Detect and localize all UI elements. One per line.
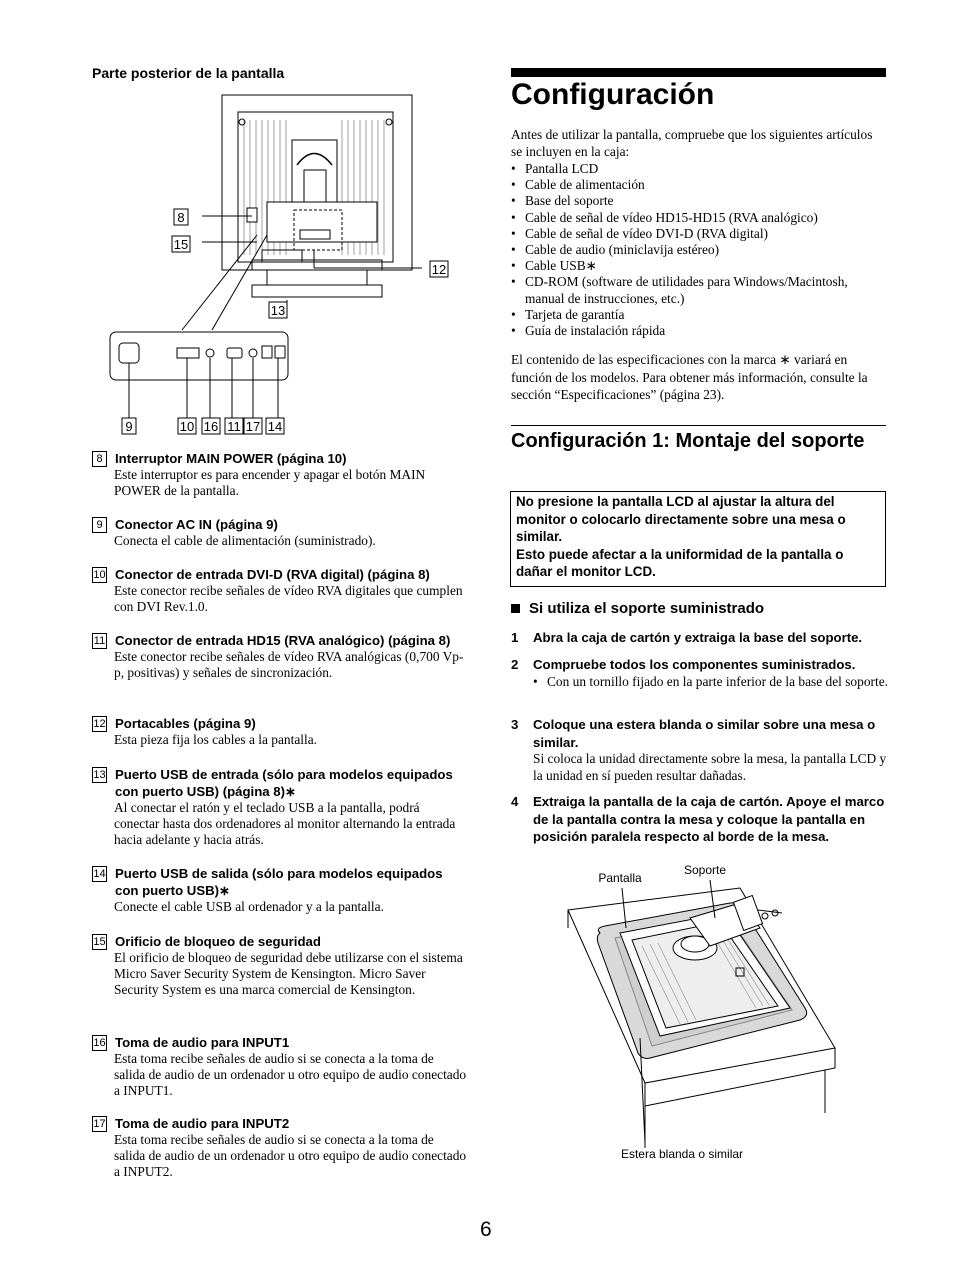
item-main-power	[92, 450, 468, 499]
item-security-slot	[92, 933, 468, 998]
step-number: 4	[511, 794, 519, 809]
list-item: • Base del soporte	[511, 193, 886, 209]
item-title: Interruptor MAIN POWER (página 10)	[115, 451, 347, 466]
section-heading-setup-1	[511, 428, 865, 455]
item-description: Esta toma recibe señales de audio si se conecta a la toma de salida de audio de un ordenador u otro equipo de audio conectado a INPUT2.	[114, 1132, 467, 1179]
step-description: Si coloca la unidad directamente sobre la mesa, la pantalla LCD y la unidad en sí pueden resultar dañadas.	[533, 751, 887, 783]
item-hd15	[92, 632, 468, 681]
step-1	[511, 629, 889, 647]
callout-13: 13	[270, 303, 286, 318]
list-item: • Tarjeta de garantía	[511, 307, 886, 323]
warning-text: No presione la pantalla LCD al ajustar la altura del monitor o colocarlo directamente sobre una mesa o similar.	[516, 494, 846, 544]
item-description: El orificio de bloqueo de seguridad debe utilizarse con el sistema Micro Saver Security System de Kensington. Micro Saver Security System es una marca comercial de Kensington.	[114, 950, 463, 997]
list-item: • Cable de audio (miniclavija estéreo)	[511, 242, 886, 258]
step-number: 1	[511, 630, 519, 645]
section-rule	[511, 425, 886, 426]
step-text: Extraiga la pantalla de la caja de cartón. Apoye el marco de la pantalla contra la mesa y coloque la pantalla en posición paralela respecto al borde de la mesa.	[533, 794, 885, 844]
warning-box	[510, 491, 886, 587]
item-number: 11	[93, 635, 106, 647]
monitor-rear-diagram	[92, 90, 472, 440]
callout-8: 8	[177, 210, 185, 225]
item-dvi-d	[92, 566, 468, 615]
item-title: Toma de audio para INPUT1	[115, 1035, 290, 1050]
warning-text: Esto puede afectar a la uniformidad de la pantalla o dañar el monitor LCD.	[516, 546, 844, 579]
callout-15: 15	[173, 237, 189, 252]
step-number: 2	[511, 657, 519, 672]
page-title: Configuración	[511, 78, 715, 111]
item-number: 16	[93, 1037, 106, 1049]
list-item: • CD-ROM (software de utilidades para Windows/Macintosh, manual de instrucciones, etc.)	[511, 274, 886, 306]
item-audio-input1	[92, 1034, 468, 1099]
item-description: Esta toma recibe señales de audio si se conecta a la toma de salida de audio de un ordenador u otro equipo de audio conectado a INPUT1.	[114, 1051, 467, 1098]
item-title: Conector AC IN (página 9)	[115, 517, 278, 532]
item-number: 10	[93, 569, 106, 581]
item-title: Conector de entrada DVI-D (RVA digital) (página 8)	[115, 567, 430, 582]
list-item: • Pantalla LCD	[511, 161, 886, 177]
item-number: 15	[93, 936, 106, 948]
box-contents-list	[511, 161, 886, 339]
item-title: Conector de entrada HD15 (RVA analógico) (página 8)	[115, 633, 451, 648]
label-screen: Pantalla	[598, 871, 642, 885]
item-description: Conecte el cable USB al ordenador y a la pantalla.	[114, 899, 384, 914]
item-description: Conecta el cable de alimentación (suministrado).	[114, 533, 376, 548]
step-text: Coloque una estera blanda o similar sobre una mesa o similar.	[533, 717, 876, 750]
item-number: 9	[92, 517, 107, 533]
title-rule	[511, 68, 886, 77]
subheading-text: Si utiliza el soporte suministrado	[529, 600, 765, 617]
item-title: Puerto USB de entrada (sólo para modelos equipados con puerto USB) (página 8)∗	[115, 767, 453, 799]
item-description: Este conector recibe señales de vídeo RVA analógicas (0,700 Vp-p, positivas) y señales de sincronización.	[114, 649, 464, 680]
item-title: Puerto USB de salida (sólo para modelos equipados con puerto USB)∗	[115, 866, 443, 898]
label-stand: Soporte	[683, 863, 727, 877]
monitor-on-mat-diagram	[560, 858, 850, 1168]
item-cable-holder	[92, 715, 468, 748]
item-number: 14	[93, 868, 106, 880]
list-item: • Guía de instalación rápida	[511, 323, 886, 339]
list-item: • Cable de señal de vídeo DVI-D (RVA digital)	[511, 226, 886, 242]
step-3	[511, 716, 889, 784]
item-description: Este interruptor es para encender y apagar el botón MAIN POWER de la pantalla.	[114, 467, 426, 498]
subheading	[511, 600, 764, 617]
callout-12: 12	[431, 262, 447, 277]
step-4	[511, 793, 889, 846]
item-ac-in	[92, 516, 468, 549]
item-number: 17	[93, 1118, 106, 1130]
list-item: • Cable de señal de vídeo HD15-HD15 (RVA analógico)	[511, 210, 886, 226]
callout-9: 9	[125, 419, 133, 434]
item-number: 8	[92, 451, 107, 467]
callout-10: 10	[179, 419, 195, 434]
item-audio-input2	[92, 1115, 468, 1180]
item-title: Portacables (página 9)	[115, 716, 256, 731]
step-bullet: • Con un tornillo fijado en la parte inferior de la base del soporte.	[533, 674, 889, 690]
callout-17: 17	[245, 419, 261, 434]
step-2	[511, 656, 889, 690]
step-number: 3	[511, 717, 519, 732]
item-usb-upstream	[92, 766, 468, 848]
item-description: Esta pieza fija los cables a la pantalla.	[114, 732, 317, 747]
label-mat: Estera blanda o similar	[620, 1147, 744, 1161]
spec-note: El contenido de las especificaciones con la marca ∗ variará en función de los modelos. Para obtener más información, consulte la sección “Especificaciones” (página 23).	[511, 352, 868, 402]
item-description: Este conector recibe señales de vídeo RVA digitales que cumplen con DVI Rev.1.0.	[114, 583, 463, 614]
section-title: Montaje del soporte	[675, 430, 865, 452]
item-number: 13	[93, 769, 106, 781]
section-label: Configuración 1:	[511, 430, 670, 452]
page-number: 6	[480, 1218, 492, 1241]
step-text: Abra la caja de cartón y extraiga la base del soporte.	[533, 630, 863, 645]
section-heading-rear: Parte posterior de la pantalla	[92, 65, 285, 81]
callout-11: 11	[227, 419, 241, 434]
item-title: Orificio de bloqueo de seguridad	[115, 934, 321, 949]
square-bullet-icon	[511, 604, 520, 613]
list-item: • Cable de alimentación	[511, 177, 886, 193]
item-description: Al conectar el ratón y el teclado USB a la pantalla, podrá conectar hasta dos ordenadores al monitor alternando la entrada hacia adelante y hacia atrás.	[114, 800, 456, 847]
callout-16: 16	[203, 419, 219, 434]
callout-14: 14	[267, 419, 283, 434]
item-number: 12	[93, 718, 106, 730]
item-title: Toma de audio para INPUT2	[115, 1116, 290, 1131]
step-text: Compruebe todos los componentes suministrados.	[533, 657, 856, 672]
item-usb-downstream	[92, 865, 468, 915]
intro-text: Antes de utilizar la pantalla, compruebe que los siguientes artículos se incluyen en la caja:	[511, 127, 873, 159]
list-item: • Cable USB∗	[511, 258, 886, 274]
